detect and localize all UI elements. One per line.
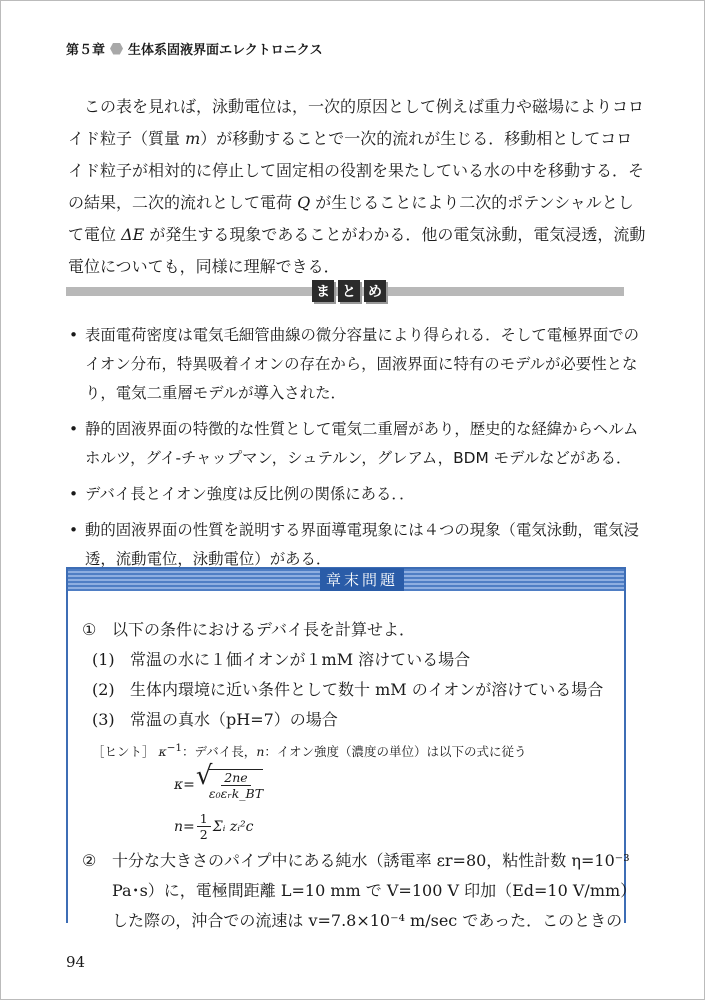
problems-header-band [68, 569, 624, 591]
equation-kappa: κ= √ $\frac{2ne}{\text{ε₀εᵣk\_BT}}$ [82, 769, 624, 801]
running-header [66, 39, 323, 58]
problem-2: ② 十分な大きさのパイプ中にある純水（誘電率 εr=80，粘性計数 η=10⁻³ Pa･s）に，電極間距離 L=10 mm で V=100 V 印加（Ed=10 V/mm） した際の，沖合での流速は v=7.8×10⁻⁴ m/sec であった．このときの [82, 851, 637, 931]
sub-problem: (1) 常温の水に１価イオンが１mM 溶けている場合 [92, 650, 471, 669]
chapter-number: 第５章 [66, 43, 106, 58]
list-item: • 動的固液界面の性質を説明する界面導電現象には４つの現象（電気泳動，電気浸 透，流動電位，泳動電位）がある． [66, 516, 628, 574]
list-item: • デバイ長とイオン強度は反比例の関係にある．． [66, 480, 628, 509]
problems-title: 章末問題 [320, 568, 404, 591]
sub-problem: (2) 生体内環境に近い条件として数十 mM のイオンが溶けている場合 [92, 680, 604, 699]
paragraph-line: て電位 ΔE が発生する現象であることがわかる．他の電気泳動，電気浸透，流動 [68, 225, 646, 244]
chapter-title: 生体系固液界面エレクトロニクス [128, 43, 323, 58]
problem-1: ① 以下の条件におけるデバイ長を計算せよ． [82, 620, 416, 639]
summary-list [66, 321, 640, 581]
paragraph-line: イド粒子が相対的に停止して固定相の役割を果たしている水の中を移動する．そ [68, 161, 645, 180]
paragraph-line: この表を見れば，泳動電位は，一次的原因として例えば重力や磁場によりコロ [84, 97, 645, 116]
paragraph-line: 電位についても，同様に理解できる． [68, 257, 340, 276]
sub-problem: (3) 常温の真水（pH=7）の場合 [92, 710, 338, 729]
equation-n: n= $\frac{1}{2}$ Σᵢ zᵢ²c [174, 811, 254, 843]
problems-box [66, 567, 637, 931]
summary-heading: ま と め [312, 280, 386, 302]
paragraph-line: の結果，二次的流れとして電荷 Q が生じることにより二次的ポテンシャルとし [68, 193, 634, 212]
hint: ［ヒント］ $\kappa^{-1}$：デバイ長，n：イオン強度（濃度の単位）は以下の式に従う [92, 742, 527, 760]
body-paragraph [68, 91, 646, 283]
page-number: 94 [66, 953, 86, 971]
paragraph-line: イド粒子（質量 m）が移動することで一次的流れが生じる．移動相としてコロ [68, 129, 633, 148]
list-item: • 静的固液界面の特徴的な性質として電気二重層があり，歴史的な経緯からヘルム ホルツ，グイ‐チャップマン，シュテルン，グレアム，BDM モデルなどがある． [66, 415, 628, 473]
list-item: • 表面電荷密度は電気毛細管曲線の微分容量により得られる．そして電極界面での イオン分布，特異吸着イオンの存在から，固液界面に特有のモデルが必要性とな り，電気二重層モデルが導入された． [66, 321, 628, 408]
hexagon-icon [110, 43, 123, 55]
